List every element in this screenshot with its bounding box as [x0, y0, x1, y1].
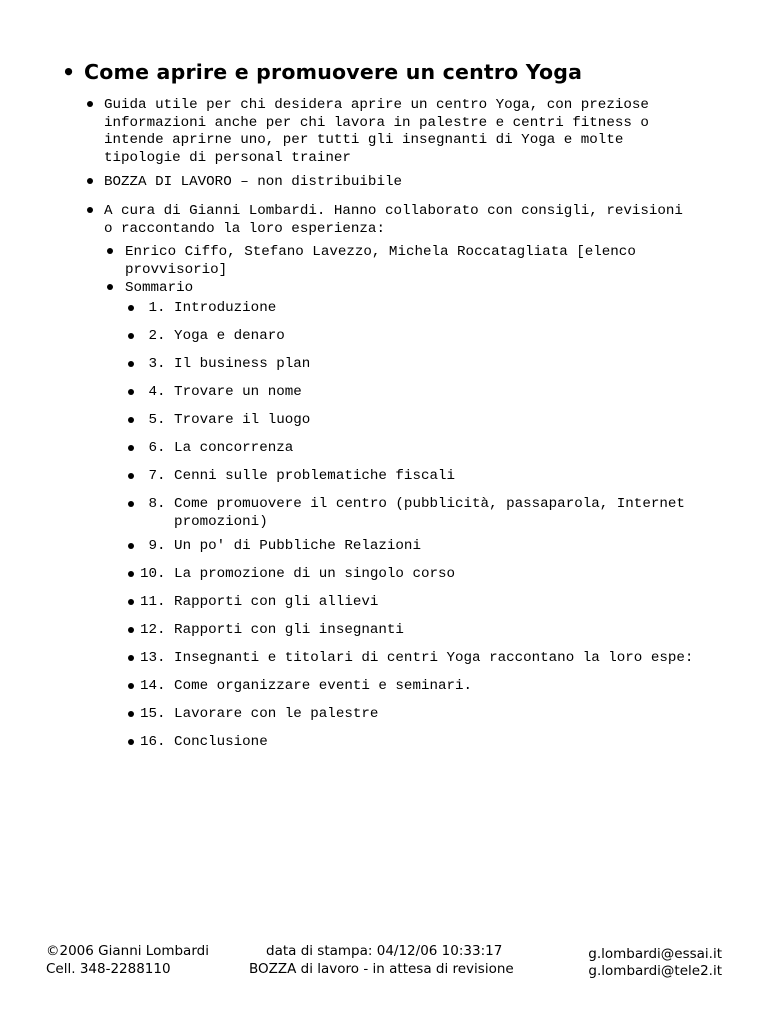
toc-item-text: 1. Introduzione [140, 300, 277, 316]
toc-item-text: 6. La concorrenza [140, 440, 294, 456]
bullet-dot [128, 417, 134, 423]
bullet-contributors-text: Enrico Ciffo, Stefano Lavezzo, Michela Roccatagliata [elenco provvisorio] [125, 244, 636, 278]
footer-copyright: ©2006 Gianni Lombardi [46, 943, 209, 959]
toc-item-text: 9. Un po' di Pubbliche Relazioni [140, 538, 421, 554]
bullet-curator-text: A cura di Gianni Lombardi. Hanno collaborato con consigli, revisioni o raccontando la loro esperienza: [104, 203, 683, 237]
title-bullet: • [62, 60, 76, 84]
bullet-dot [128, 655, 134, 661]
bullet-dot [128, 305, 134, 311]
footer-print-date: data di stampa: 04/12/06 10:33:17 [266, 943, 503, 959]
bullet-dot [128, 543, 134, 549]
toc-item-text: 15. Lavorare con le palestre [140, 706, 379, 722]
toc-item-text: 10. La promozione di un singolo corso [140, 566, 456, 582]
footer-email-1: g.lombardi@essai.it [588, 946, 722, 962]
document-title [62, 60, 582, 84]
bullet-dot [128, 445, 134, 451]
footer-draft-note: BOZZA di lavoro - in attesa di revisione [249, 961, 514, 977]
toc-item-text: 12. Rapporti con gli insegnanti [140, 622, 404, 638]
bullet-dot [128, 683, 134, 689]
bullet-dot [128, 333, 134, 339]
bullet-dot [87, 101, 93, 107]
bullet-dot [87, 178, 93, 184]
bullet-draft-text: BOZZA DI LAVORO – non distribuibile [104, 174, 402, 190]
toc-item-text: 4. Trovare un nome [140, 384, 302, 400]
toc-item-text: 14. Come organizzare eventi e seminari. [140, 678, 473, 694]
bullet-dot [128, 571, 134, 577]
toc-item-text: 8. Come promuovere il centro (pubblicità, passaparola, Internet promozioni) [148, 496, 685, 530]
bullet-dot [128, 711, 134, 717]
bullet-summary-text: Sommario [125, 280, 194, 296]
bullet-dot [128, 361, 134, 367]
toc-item-text: 3. Il business plan [140, 356, 311, 372]
toc-item-text: 11. Rapporti con gli allievi [140, 594, 379, 610]
footer-email-2: g.lombardi@tele2.it [588, 963, 722, 979]
bullet-dot [107, 284, 113, 290]
bullet-dot [87, 207, 93, 213]
bullet-dot [128, 501, 134, 507]
bullet-dot [128, 473, 134, 479]
toc-item-text: 13. Insegnanti e titolari di centri Yoga raccontano la loro espe: [140, 650, 694, 666]
toc-item-text: 5. Trovare il luogo [140, 412, 311, 428]
toc-item-text: 16. Conclusione [140, 734, 268, 750]
document-title-text: Come aprire e promuovere un centro Yoga [84, 60, 583, 84]
footer-phone: Cell. 348-2288110 [46, 961, 171, 977]
bullet-guide-text: Guida utile per chi desidera aprire un centro Yoga, con preziose informazioni anche per chi lavora in palestre e centri fitness o intende aprirne uno, per tutti gli insegnanti di Yoga e molte tipologie di personal trainer [104, 97, 649, 166]
bullet-dot [128, 389, 134, 395]
toc-item-text: 7. Cenni sulle problematiche fiscali [140, 468, 456, 484]
bullet-dot [107, 248, 113, 254]
toc-item-text: 2. Yoga e denaro [140, 328, 285, 344]
bullet-dot [128, 599, 134, 605]
bullet-dot [128, 739, 134, 745]
bullet-dot [128, 627, 134, 633]
